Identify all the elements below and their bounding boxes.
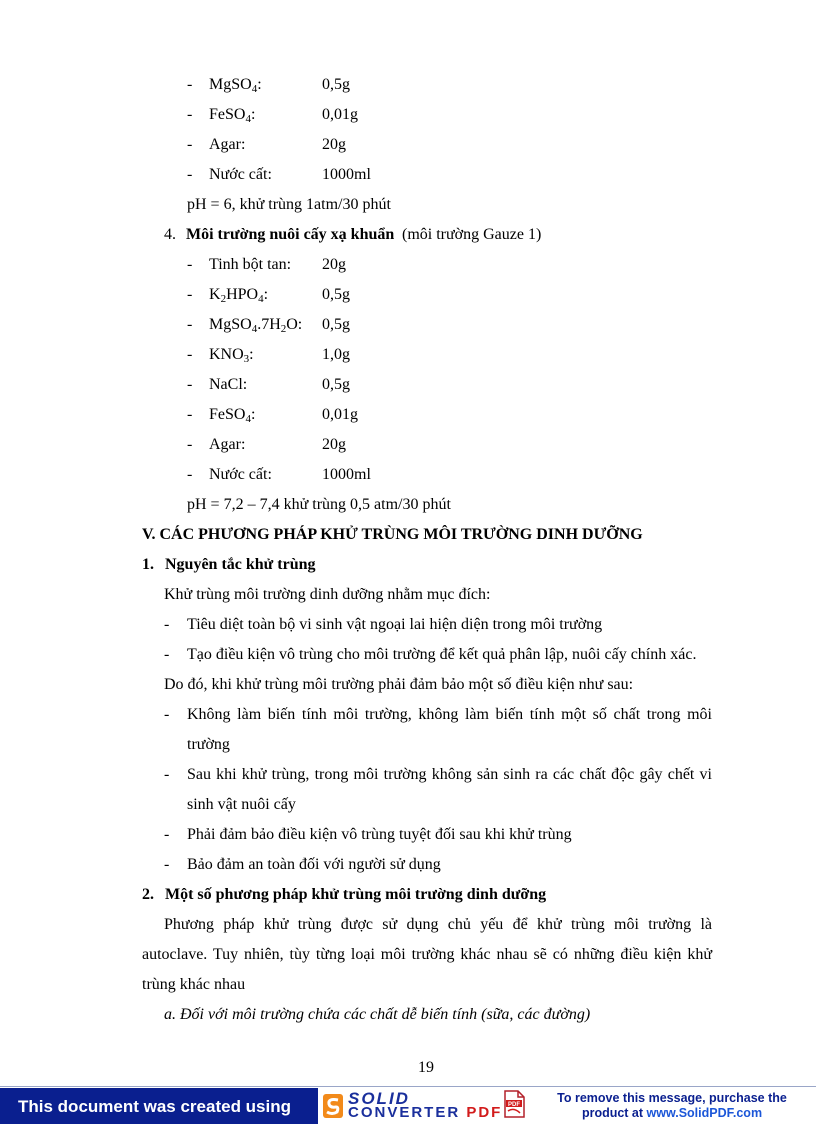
logo-text-solid: SOLID xyxy=(348,1089,410,1108)
remove-message: To remove this message, purchase the product at www.SolidPDF.com xyxy=(557,1091,787,1120)
svg-text:PDF: PDF xyxy=(508,1101,520,1108)
logo-text-converter: CONVERTER PDF xyxy=(348,1104,503,1121)
page-number: 19 xyxy=(418,1059,434,1076)
section-v-title: V. CÁC PHƯƠNG PHÁP KHỬ TRÙNG MÔI TRƯỜNG DINH DƯỠNG xyxy=(142,526,643,543)
paragraph-line: Phương pháp khử trùng được sử dụng chủ yếu để khử trùng môi trường là xyxy=(164,916,712,933)
subsection-heading: 1. Nguyên tắc khử trùng xyxy=(142,556,316,573)
ph-note: pH = 7,2 – 7,4 khử trùng 0,5 atm/30 phút xyxy=(187,496,451,513)
ph-note: pH = 6, khử trùng 1atm/30 phút xyxy=(187,196,391,213)
paragraph: Khử trùng môi trường dinh dưỡng nhằm mục đích: xyxy=(164,586,491,603)
watermark-banner xyxy=(0,1086,816,1124)
formula-kno3: $KNO_3$: xyxy=(209,346,254,365)
solidpdf-link[interactable]: www.SolidPDF.com xyxy=(646,1106,763,1120)
list-item-continuation: sinh vật nuôi cấy xyxy=(187,796,296,813)
formula-mgso4-7h2o: $MgSO_4.7H_2O$: xyxy=(209,316,303,335)
list-item-a: a. Đối với môi trường chứa các chất dễ biến tính (sữa, các đường) xyxy=(164,1006,591,1023)
section-heading: 4. Môi trường nuôi cấy xạ khuẩn (môi trường Gauze 1) xyxy=(164,226,542,243)
paragraph-line: autoclave. Tuy nhiên, tùy từng loại môi trường khác nhau sẽ có những điều kiện khử xyxy=(142,946,712,963)
formula-feso4: FeSO$_4$: xyxy=(209,406,256,425)
banner-left xyxy=(0,1088,318,1124)
subsection-heading: 2. Một số phương pháp khử trùng môi trường dinh dưỡng xyxy=(142,886,547,903)
created-text: This document was created using xyxy=(18,1097,292,1116)
paragraph-line: trùng khác nhau xyxy=(142,976,246,993)
pdf-file-icon xyxy=(502,1090,526,1118)
list-item-continuation: trường xyxy=(187,736,230,753)
formula-k2hpo4: $K_2HPO_4$: xyxy=(209,286,269,305)
solid-logo-icon xyxy=(322,1093,344,1119)
paragraph: Do đó, khi khử trùng môi trường phải đảm bảo một số điều kiện như sau: xyxy=(164,676,634,693)
